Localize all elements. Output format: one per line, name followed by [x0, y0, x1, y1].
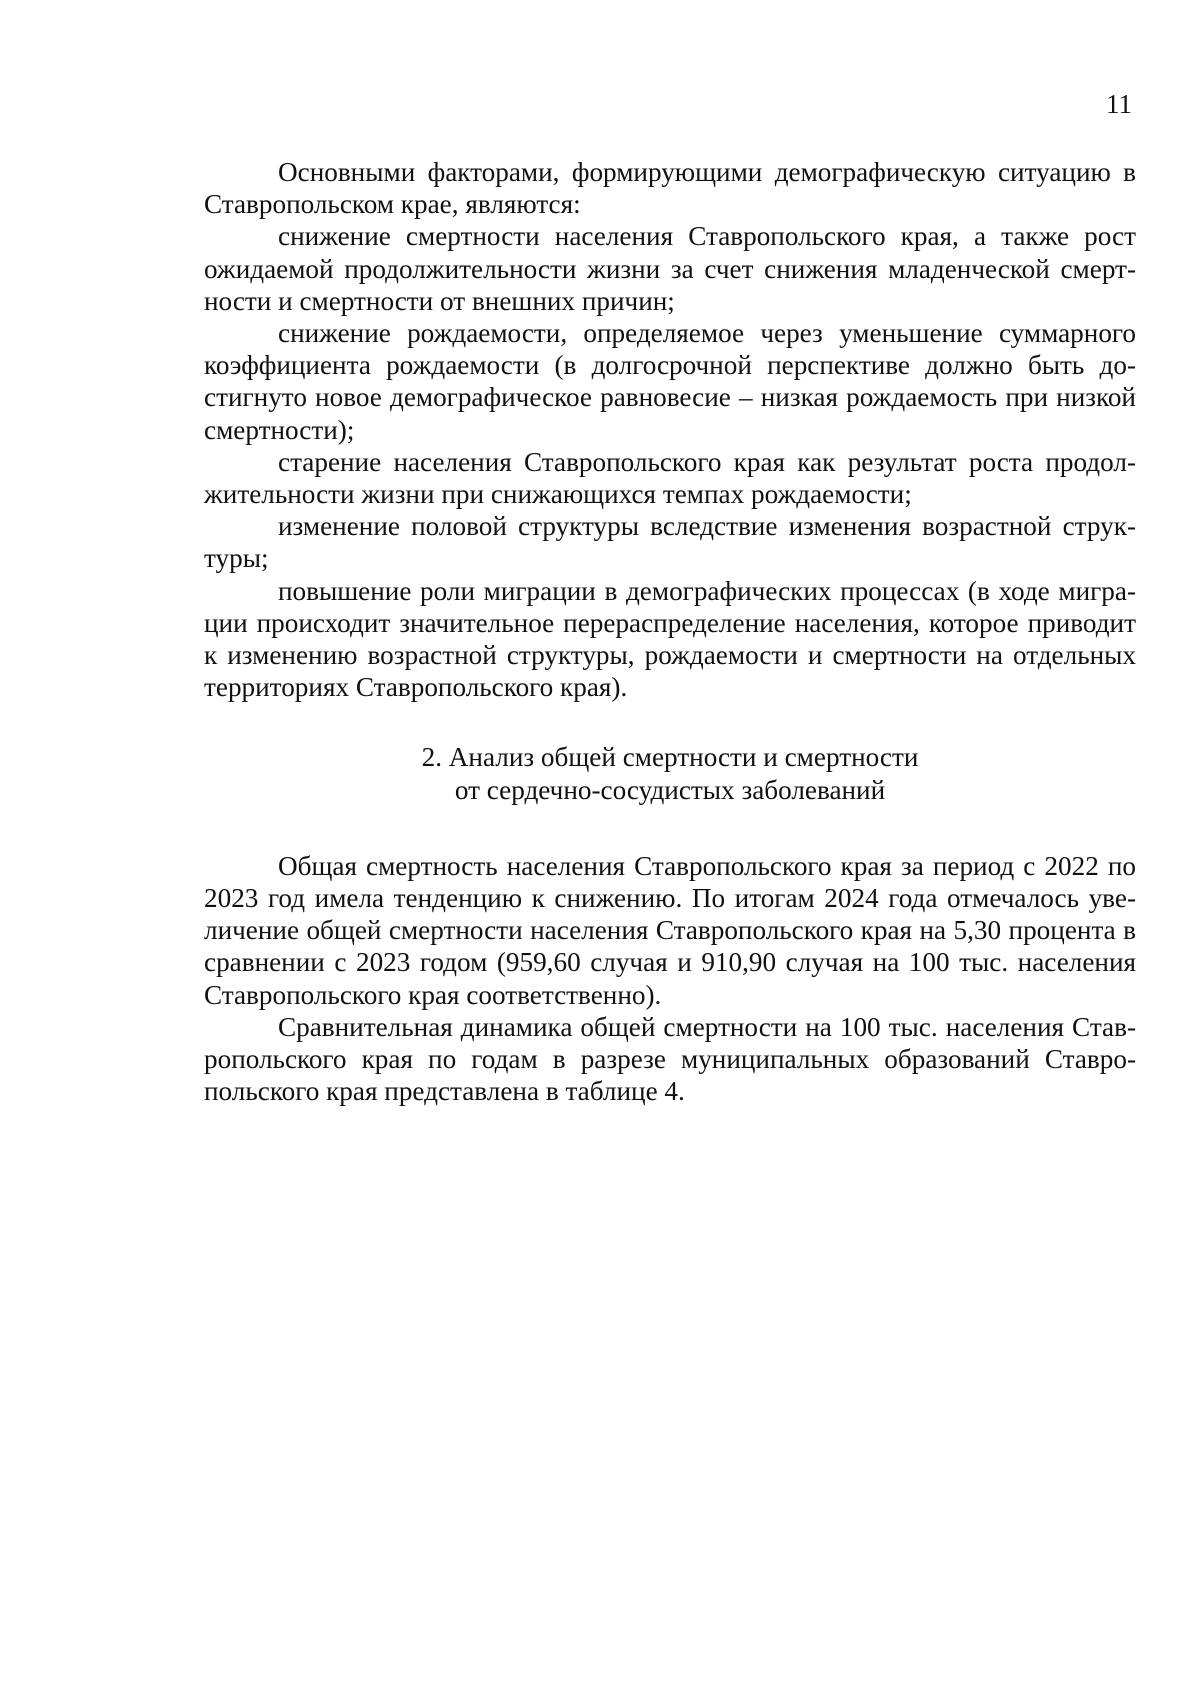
- section-heading-line-1: 2. Анализ общей смертности и смертности: [421, 742, 919, 773]
- table-reference-paragraph: Сравнительная динамика общей смертности на 100 тыс. населения Ставропольского края по годам в разрезе муниципальных образований Ставропольского края представлена в таблице 4.: [204, 1011, 1136, 1107]
- section-heading-line-2: от сердечно-сосудистых заболеваний: [454, 774, 886, 805]
- factor-mortality-decline: снижение смертности населения Ставропольского края, а также рост ожидаемой продолжительности жизни за счет снижения младенческой смертности и смертности от внешних причин;: [204, 221, 1136, 316]
- intro-paragraph: Основными факторами, формирующими демографическую ситуацию в Ставропольском крае, являются:: [204, 157, 1136, 220]
- section-heading: [204, 741, 1136, 805]
- factor-sex-structure-change: изменение половой структуры вследствие изменения возрастной структуры;: [204, 511, 1136, 574]
- document-body: [204, 156, 1136, 1107]
- page-number: 11: [1106, 89, 1132, 119]
- mortality-trend-paragraph: Общая смертность населения Ставропольского края за период с 2022 по 2023 год имела тенденцию к снижению. По итогам 2024 года отмечалось увеличение общей смертности населения Ставропольского края на 5,30 процента в сравнении с 2023 годом (959,60 случая и 910,90 случая на 100 тыс. населения Ставропольского края соответственно).: [204, 850, 1136, 1010]
- factor-population-aging: старение населения Ставропольского края как результат роста продолжительности жизни при снижающихся темпах рождаемости;: [204, 446, 1136, 510]
- factor-migration-role: повышение роли миграции в демографических процессах (в ходе миграции происходит значительное перераспределение населения, которое приводит к изменению возрастной структуры, рождаемости и смертности на отдельных территориях Ставропольского края).: [204, 575, 1136, 703]
- factor-birth-rate-decline: снижение рождаемости, определяемое через уменьшение суммарного коэффициента рождаемости (в долгосрочной перспективе должно быть достигнуто новое демографическое равновесие – низкая рождаемость при низкой смертности);: [204, 318, 1136, 445]
